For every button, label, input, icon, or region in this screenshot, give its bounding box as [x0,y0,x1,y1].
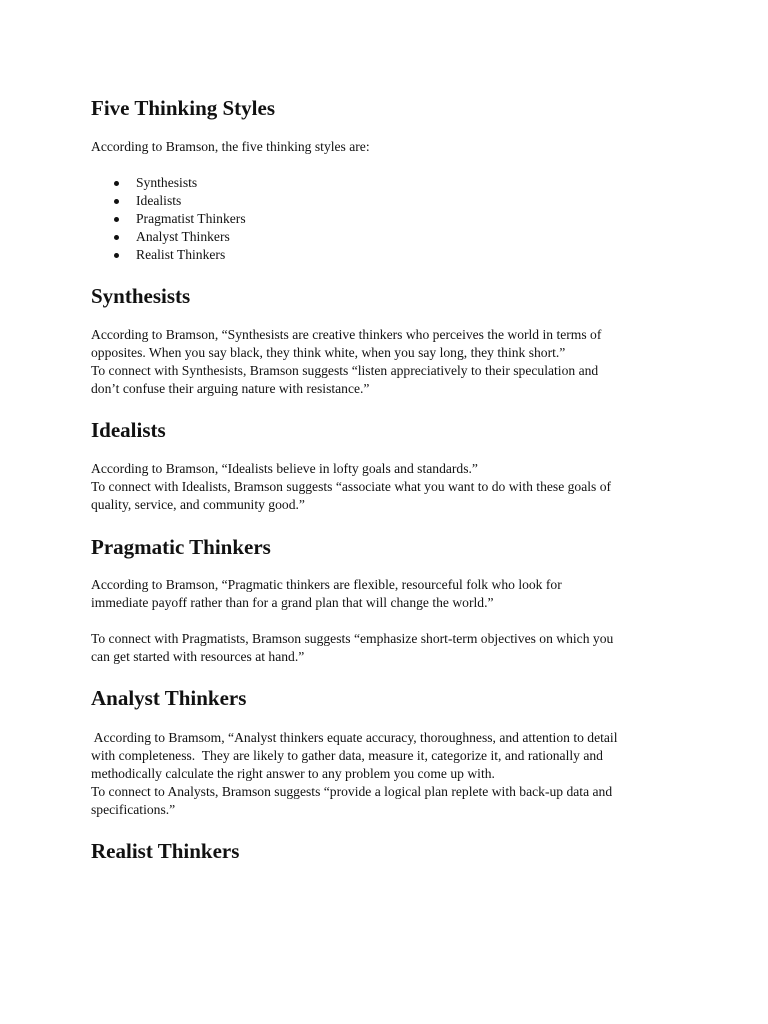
text-line: specifications.” [91,802,176,817]
text-line: immediate payoff rather than for a grand plan that will change the world.” [91,595,494,610]
text-line: According to Bramson, “Idealists believe in lofty goals and standards.” [91,461,478,476]
text-line: quality, service, and community good.” [91,497,305,512]
list-item-label: Idealists [136,193,182,208]
text-line: opposites. When you say black, they think white, when you say long, they think short.” [91,345,566,360]
pragmatic-heading: Pragmatic Thinkers [91,535,271,559]
list-item [91,192,246,210]
text-line: According to Bramson, “Pragmatic thinkers are flexible, resourceful folk who look for [91,577,562,592]
text-line: don’t confuse their arguing nature with resistance.” [91,381,370,396]
list-item [91,210,246,228]
bullet-icon [114,199,119,204]
text-line: To connect with Synthesists, Bramson suggests “listen appreciatively to their speculation and [91,363,599,378]
pragmatic-paragraph-2 [91,630,691,666]
text-line: To connect with Pragmatists, Bramson suggests “emphasize short-term objectives on which you [91,631,614,646]
idealists-paragraph [91,460,691,514]
analyst-heading: Analyst Thinkers [91,686,247,710]
intro-paragraph: According to Bramson, the five thinking styles are: [91,139,370,154]
text-line: According to Bramson, “Synthesists are creative thinkers who perceives the world in terms of [91,327,602,342]
bullet-icon [114,253,119,258]
synthesists-paragraph [91,326,691,398]
text-line: can get started with resources at hand.” [91,649,305,664]
bullet-icon [114,181,119,186]
bullet-icon [114,235,119,240]
text-line: methodically calculate the right answer to any problem you come up with. [91,766,495,781]
text-line: According to Bramsom, “Analyst thinkers equate accuracy, thoroughness, and attention to detail [91,730,618,745]
idealists-heading: Idealists [91,418,166,442]
list-item-label: Synthesists [136,175,198,190]
text-line: To connect to Analysts, Bramson suggests “provide a logical plan replete with back-up data and [91,784,613,799]
bullet-icon [114,217,119,222]
list-item-label: Pragmatist Thinkers [136,211,246,226]
list-item [91,228,246,246]
synthesists-heading: Synthesists [91,284,191,308]
thinking-styles-list [91,174,246,264]
text-line: To connect with Idealists, Bramson suggests “associate what you want to do with these goals of [91,479,612,494]
page-title: Five Thinking Styles [91,96,275,120]
text-line: with completeness. They are likely to gather data, measure it, categorize it, and rationally and [91,748,603,763]
list-item [91,246,246,264]
list-item-label: Realist Thinkers [136,247,226,262]
pragmatic-paragraph-1 [91,576,691,612]
list-item [91,174,246,192]
analyst-paragraph [91,729,691,819]
list-item-label: Analyst Thinkers [136,229,230,244]
realist-heading: Realist Thinkers [91,839,240,863]
